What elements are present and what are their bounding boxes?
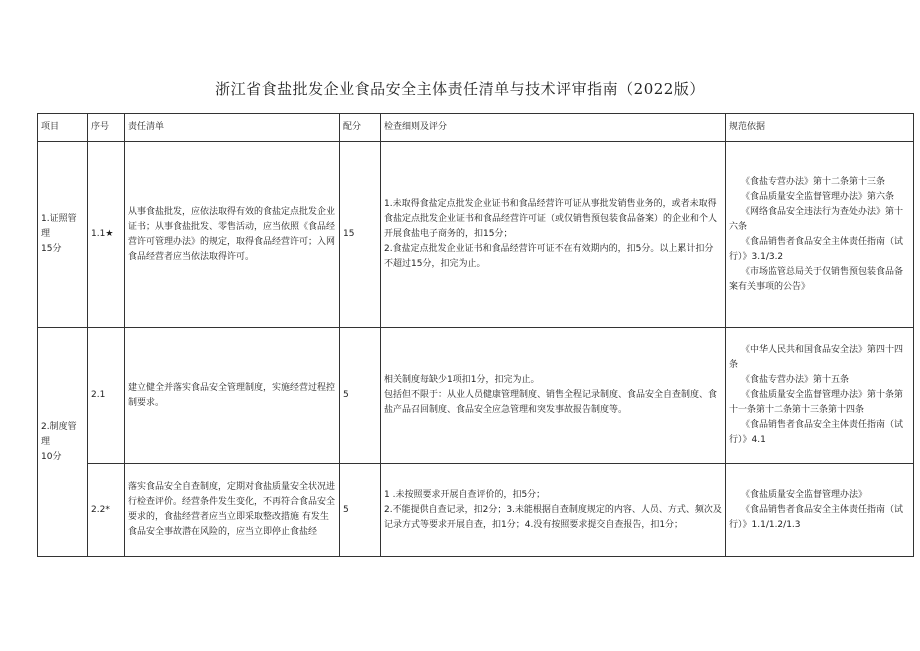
basis-line: 《食品销售者食品安全主体责任指南（试行）》1.1/1.2/1.3: [729, 504, 904, 530]
score-cell: 15: [340, 142, 381, 328]
duty-cell: 从事食盐批发，应依法取得有效的食盐定点批发企业证书；从事食盐批发、零售活动，应当依照《食品经营许可管理办法》的规定，取得食品经营许可；入网食品经营者应当依法取得许可。: [125, 142, 340, 328]
seq-cell: 1.1★: [88, 142, 125, 328]
basis-line: 《食盐质量安全监督管理办法》: [741, 489, 868, 500]
header-check: 检查细则及评分: [381, 114, 726, 142]
header-score: 配分: [340, 114, 381, 142]
basis-line: 《食品销售者食品安全主体责任指南（试行）》3.1/3.2: [729, 236, 904, 262]
table-header-row: [38, 114, 914, 142]
header-duty: 责任清单: [125, 114, 340, 142]
basis-line: 《市场监管总局关于仅销售预包装食品备案有关事项的公告》: [729, 266, 904, 292]
basis-line: 《食品销售者食品安全主体责任指南（试行）》4.1: [729, 420, 904, 445]
seq-cell: 2.2*: [88, 464, 125, 557]
basis-cell: [726, 464, 914, 557]
header-item: 项目: [38, 114, 88, 142]
basis-cell: [726, 328, 914, 464]
table-row: [38, 142, 914, 328]
basis-line: 《网络食品安全违法行为查处办法》第十六条: [729, 206, 904, 232]
table-row: [38, 464, 914, 557]
check-cell: 1 .未按照要求开展自查评价的，扣5分； 2.不能提供自查记录，扣2分；3.未能根据自查制度规定的内容、人员、方式、频次及记录方式等要求开展自查，扣1分；4.没有按照要求提交自查报告，扣1分；: [381, 464, 726, 557]
basis-line: 《食盐专营办法》第十五条: [741, 375, 850, 385]
duty-cell: 建立健全并落实食品安全管理制度，实施经营过程控制要求。: [125, 328, 340, 464]
basis-line: 《食盐质量安全监督管理办法》第十条第十一条第十二条第十三条第十四条: [729, 390, 904, 415]
responsibility-table: [37, 113, 914, 557]
score-cell: 5: [340, 464, 381, 557]
seq-cell: 2.1: [88, 328, 125, 464]
score-cell: 5: [340, 328, 381, 464]
check-cell: 1.未取得食盐定点批发企业证书和食品经营许可证从事批发销售业务的，或者未取得食盐定点批发企业证书和食品经营许可证（或仅销售预包装食品备案）的企业和个人开展食盐电子商务的，扣15分； 2.食盐定点批发企业证书和食品经营许可证不在有效期内的，扣5分。以上累计扣分不超过15分，扣完为止。: [381, 142, 726, 328]
header-basis: 规范依据: [726, 114, 914, 142]
table-row: [38, 328, 914, 464]
item-cell: 1.证照管理 15分: [38, 142, 88, 328]
check-cell: 相关制度每缺少1项扣1分，扣完为止。 包括但不限于：从业人员健康管理制度、销售全程记录制度、食品安全自查制度、食盐产品召回制度、食品安全应急管理和突发事故报告制度等。: [381, 328, 726, 464]
basis-cell: [726, 142, 914, 328]
item-cell: 2.制度管理 10分: [38, 328, 88, 557]
page-title: 浙江省食盐批发企业食品安全主体责任清单与技术评审指南（2022版）: [215, 80, 705, 98]
basis-line: 《食盐专营办法》第十二条第十三条: [741, 176, 886, 187]
header-seq: 序号: [88, 114, 125, 142]
basis-line: 《食品质量安全监督管理办法》第六条: [741, 191, 895, 202]
basis-line: 《中华人民共和国食品安全法》第四十四条: [729, 345, 904, 370]
duty-cell: 落实食品安全自查制度，定期对食盐质量安全状况进行检查评价。经营条件发生变化，不再符合食品安全要求的，食盐经营者应当立即采取整改措施 有发生食品安全事故潜在风险的，应当立即停止食盐经: [125, 464, 340, 557]
